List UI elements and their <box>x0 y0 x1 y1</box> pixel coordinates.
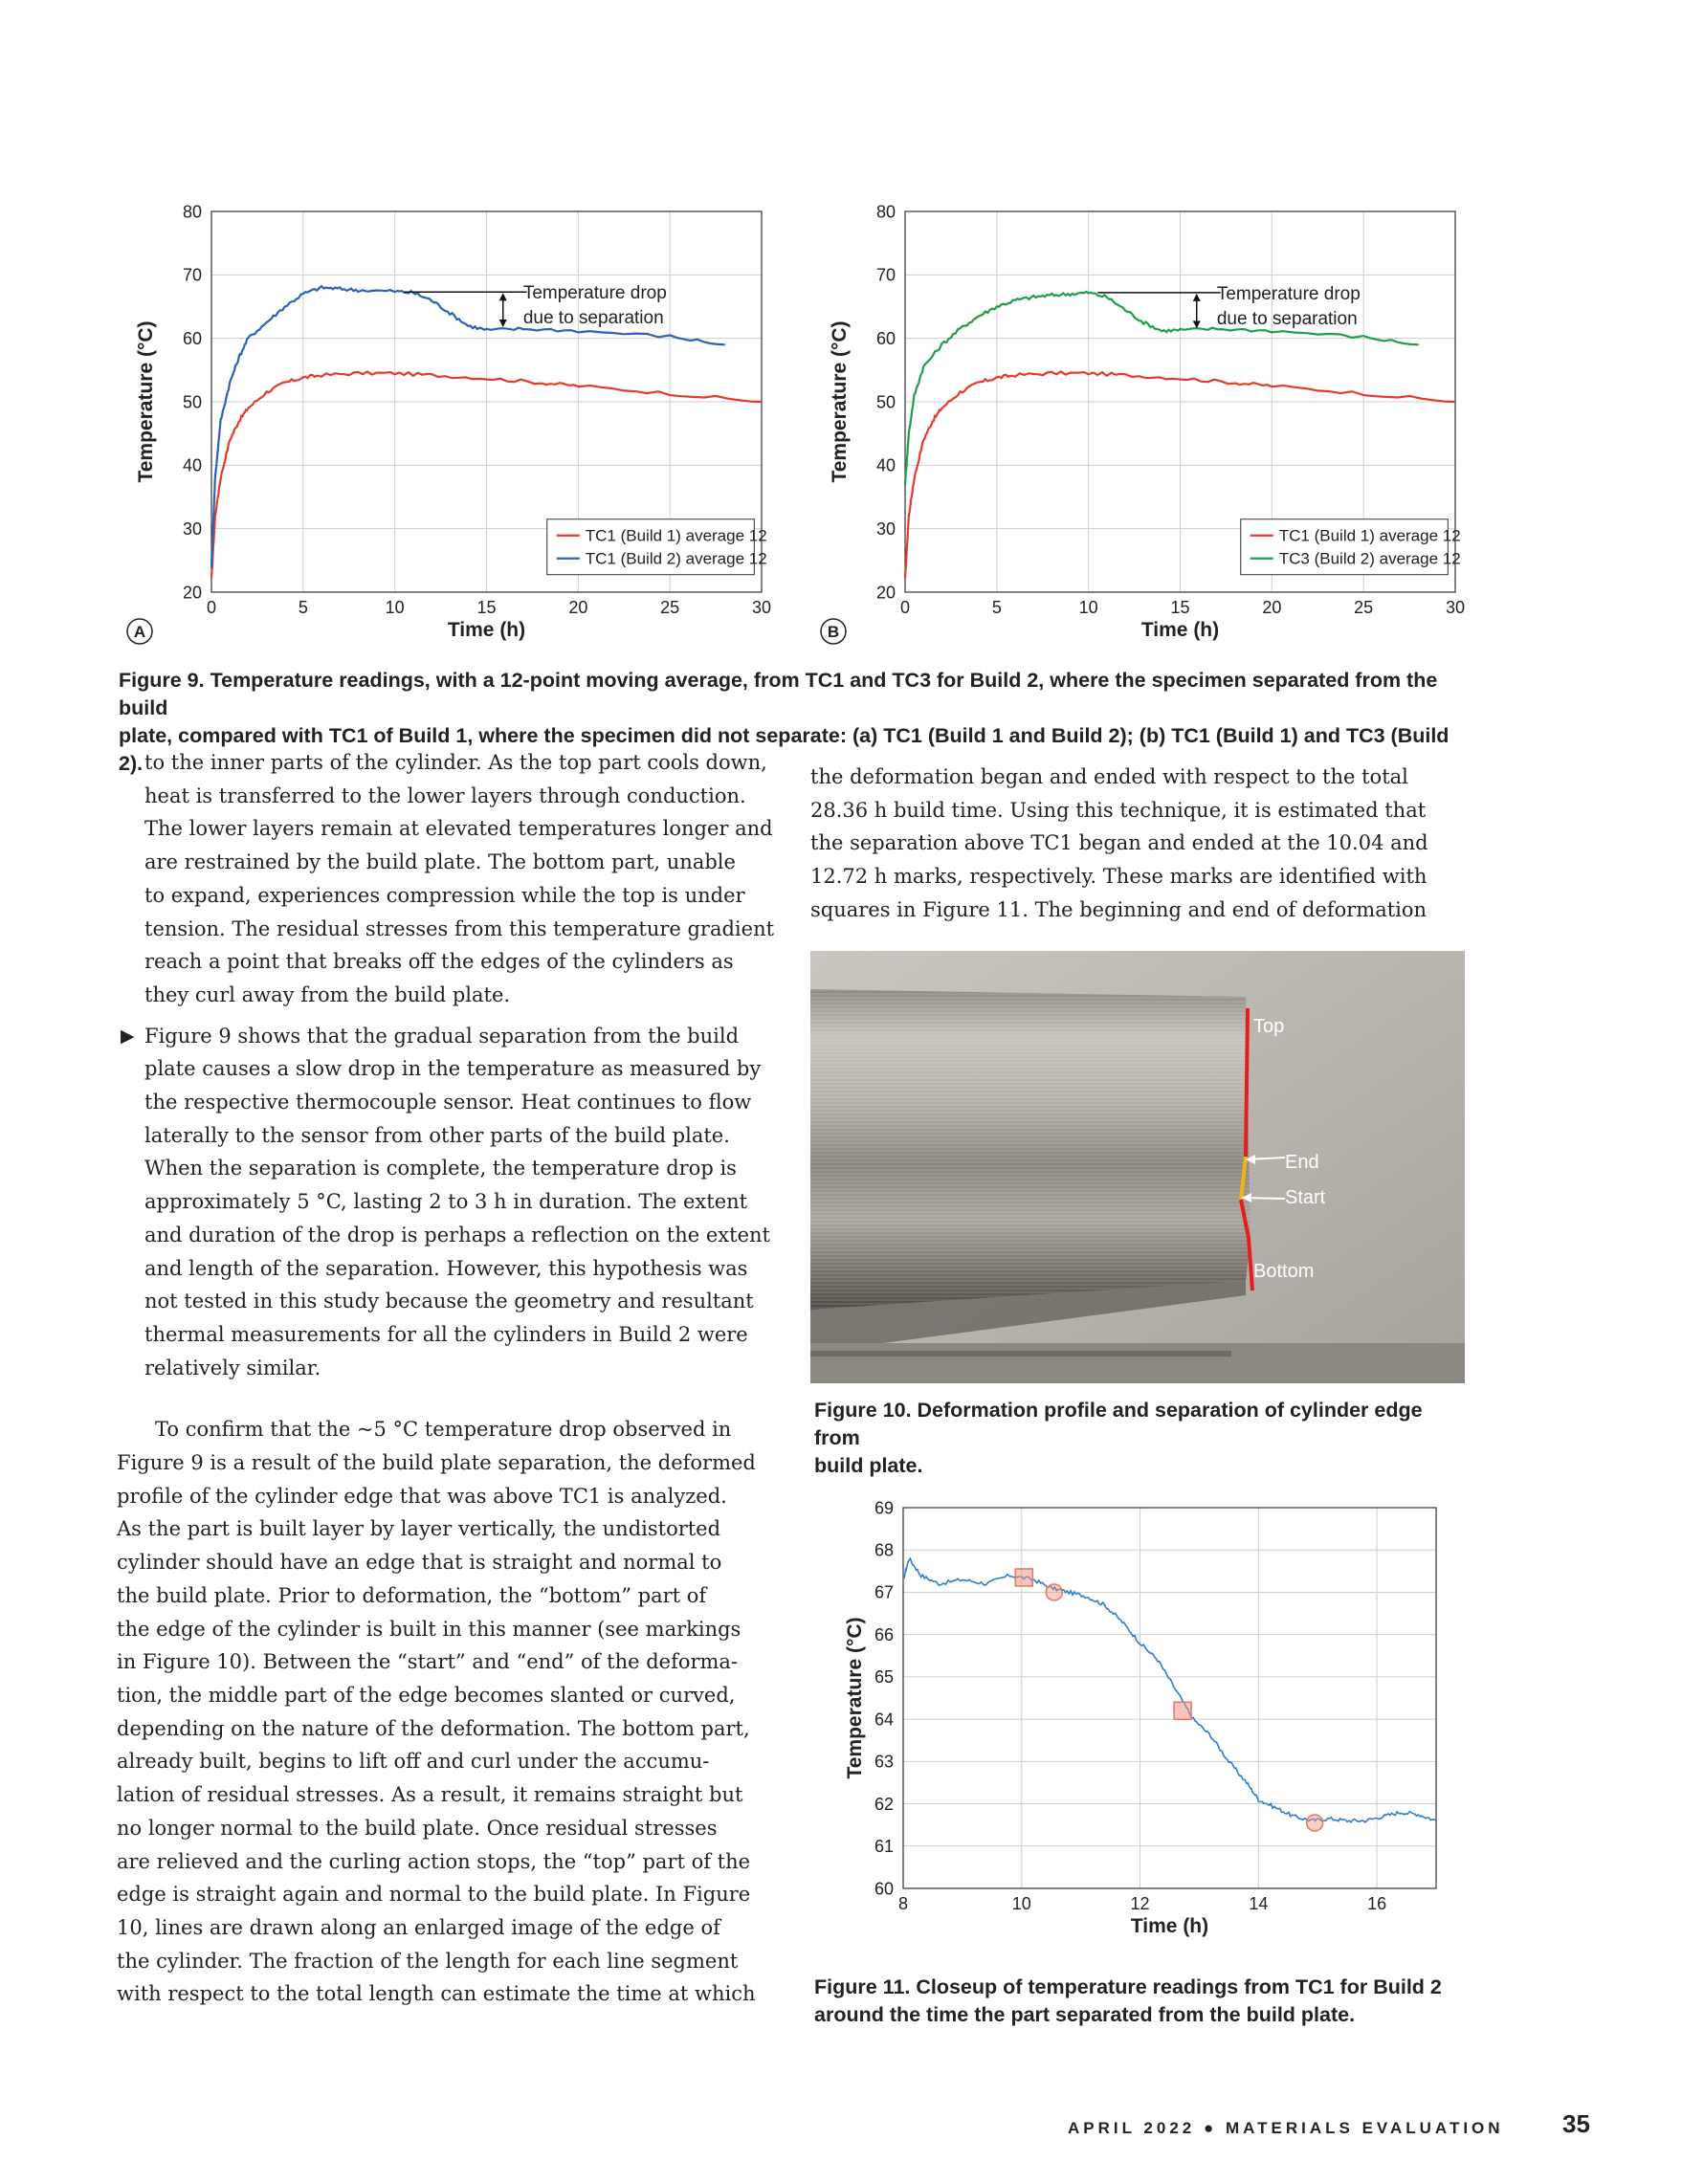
y-tick-label: 20 <box>182 583 202 603</box>
text-line: are restrained by the build plate. The bottom part, unable <box>144 850 736 874</box>
text-line: 28.36 h build time. Using this technique, it is estimated that <box>810 798 1427 822</box>
x-tick-label: 15 <box>476 598 497 617</box>
text-line: laterally to the sensor from other parts of the build plate. <box>144 1123 730 1147</box>
text-line: thermal measurements for all the cylinders in Build 2 were <box>144 1322 748 1346</box>
text-line: already built, begins to lift off and curl under the accumu- <box>117 1750 710 1774</box>
text-line: When the separation is complete, the temperature drop is <box>144 1157 737 1180</box>
label-end: End <box>1285 1152 1319 1173</box>
text-line: relatively similar. <box>144 1356 321 1379</box>
text-line: lation of residual stresses. As a result, it remains straight but <box>117 1783 743 1807</box>
text-line: The lower layers remain at elevated temperatures longer and <box>144 817 773 841</box>
y-tick-label: 40 <box>875 455 896 475</box>
text-line: plate causes a slow drop in the temperature as measured by <box>144 1057 762 1081</box>
text-line: and length of the separation. However, this hypothesis was <box>144 1256 748 1280</box>
text-line: squares in Figure 11. The beginning and end of deformation <box>810 897 1427 921</box>
x-tick-label: 12 <box>1130 1894 1150 1913</box>
x-tick-label: 5 <box>991 598 1002 617</box>
series-line <box>903 1558 1436 1822</box>
y-tick-label: 70 <box>875 265 896 285</box>
text-line: 10, lines are drawn along an enlarged image of the edge of <box>117 1915 720 1939</box>
y-tick-label: 50 <box>875 392 896 412</box>
y-tick-label: 50 <box>182 392 202 412</box>
y-axis-label: Temperature (°C) <box>135 320 157 483</box>
text-line: tion, the middle part of the edge becomes slanted or curved, <box>117 1683 736 1707</box>
right-column-text <box>810 761 1432 927</box>
annotation-text: due to separation <box>1216 308 1358 329</box>
x-tick-label: 25 <box>660 598 680 617</box>
text-line: with respect to the total length can estimate the time at which <box>117 1982 756 2006</box>
paragraph-2 <box>117 1020 777 1385</box>
x-tick-label: 10 <box>1078 598 1098 617</box>
text-line: edge is straight again and normal to the build plate. In Figure <box>117 1883 751 1907</box>
x-axis-label: Time (h) <box>447 619 526 641</box>
y-tick-label: 60 <box>874 1879 894 1899</box>
text-line: reach a point that breaks off the edges of the cylinders as <box>144 950 734 974</box>
x-tick-label: 8 <box>897 1894 909 1913</box>
y-tick-label: 60 <box>875 328 896 348</box>
text-line: the separation above TC1 began and ended at the 10.04 and <box>810 831 1428 855</box>
text-line: no longer normal to the build plate. Once residual stresses <box>117 1816 718 1840</box>
y-tick-label: 80 <box>875 202 896 222</box>
x-tick-label: 15 <box>1170 598 1190 617</box>
page-number: 35 <box>1562 2109 1590 2138</box>
paragraph-1 <box>117 746 777 1012</box>
annotation-text: Temperature drop <box>522 283 667 304</box>
x-tick-label: 16 <box>1367 1894 1387 1913</box>
text-line: to the inner parts of the cylinder. As the top part cools down, <box>144 751 767 774</box>
x-tick-label: 25 <box>1354 598 1374 617</box>
legend-label: TC3 (Build 2) average 12 <box>1278 549 1461 568</box>
y-tick-label: 65 <box>874 1667 894 1688</box>
x-tick-label: 20 <box>568 598 588 617</box>
x-tick-label: 10 <box>385 598 405 617</box>
running-head: APRIL 2022 ● MATERIALS EVALUATION <box>1068 2119 1504 2137</box>
text-line: the deformation began and ended with respect to the total <box>810 765 1408 788</box>
left-column <box>117 746 777 2011</box>
y-tick-label: 20 <box>875 583 896 603</box>
text-line: are relieved and the curling action stops, the “top” part of the <box>117 1849 751 1873</box>
text-line: depending on the nature of the deformation. The bottom part, <box>117 1716 750 1740</box>
text-line: heat is transferred to the lower layers through conduction. <box>144 783 746 807</box>
legend-label: TC1 (Build 1) average 12 <box>585 526 767 545</box>
figure10-caption-line2: build plate. <box>814 1454 923 1477</box>
label-bottom: Bottom <box>1253 1261 1315 1282</box>
text-line: and duration of the drop is perhaps a reflection on the extent <box>144 1223 770 1246</box>
figure10-photo <box>810 951 1465 1383</box>
y-tick-label: 30 <box>875 518 896 539</box>
legend-label: TC1 (Build 1) average 12 <box>1278 526 1461 545</box>
text-line: cylinder should have an edge that is straight and normal to <box>117 1551 722 1575</box>
marker-circle <box>1046 1584 1062 1600</box>
figure9-caption-line1: Figure 9. Temperature readings, with a 12-point moving average, from TC1 and TC3 for Build 2, where the specimen separated from the build <box>119 669 1438 719</box>
text-line: As the part is built layer by layer vertically, the undistorted <box>117 1517 721 1541</box>
marker-circle <box>1307 1815 1323 1831</box>
y-axis-label: Temperature (°C) <box>829 320 851 483</box>
x-tick-label: 5 <box>298 598 308 617</box>
paragraph-3 <box>117 1413 777 2011</box>
y-tick-label: 68 <box>874 1540 894 1560</box>
text-line: profile of the cylinder edge that was above TC1 is analyzed. <box>117 1484 727 1508</box>
figure9-caption-line2: plate, compared with TC1 of Build 1, where the specimen did not separate: (a) TC1 (Build 1 and Build 2); (b) TC1 (Build 1) and TC3 (Build 2). <box>119 724 1450 775</box>
y-tick-label: 63 <box>874 1752 894 1772</box>
legend-label: TC1 (Build 2) average 12 <box>585 549 767 568</box>
x-axis-label: Time (h) <box>1130 1915 1209 1937</box>
y-tick-label: 80 <box>182 202 202 222</box>
y-tick-label: 60 <box>182 328 202 348</box>
y-tick-label: 62 <box>874 1794 894 1814</box>
x-tick-label: 10 <box>1011 1894 1031 1913</box>
x-axis-label: Time (h) <box>1140 619 1220 641</box>
figure11-chart <box>830 1494 1462 1953</box>
x-tick-label: 0 <box>899 598 911 617</box>
label-start: Start <box>1285 1187 1326 1208</box>
text-line: approximately 5 °C, lasting 2 to 3 h in duration. The extent <box>144 1190 748 1214</box>
figure11-caption <box>814 1974 1465 2029</box>
arrow-up-icon <box>499 293 507 300</box>
marker-square <box>1174 1702 1191 1719</box>
text-line: To confirm that the ~5 °C temperature drop observed in <box>155 1418 732 1442</box>
x-tick-label: 30 <box>1445 598 1466 617</box>
annotation-text: Temperature drop <box>1216 283 1361 304</box>
arrow-down-icon <box>499 320 507 327</box>
label-top: Top <box>1253 1016 1285 1037</box>
text-line: the cylinder. The fraction of the length for each line segment <box>117 1949 739 1973</box>
figure11-caption-line2: around the time the part separated from the build plate. <box>814 2003 1356 2026</box>
text-line: to expand, experiences compression while the top is under <box>144 883 745 907</box>
text-line: the build plate. Prior to deformation, the “bottom” part of <box>117 1583 707 1607</box>
x-tick-label: 14 <box>1249 1894 1269 1913</box>
y-tick-label: 61 <box>874 1837 894 1857</box>
figure10-caption <box>814 1397 1465 1480</box>
arrow-up-icon <box>1193 294 1201 301</box>
text-line: not tested in this study because the geometry and resultant <box>144 1290 754 1313</box>
text-line: they curl away from the build plate. <box>144 982 511 1006</box>
y-tick-label: 70 <box>182 265 202 285</box>
x-tick-label: 30 <box>751 598 772 617</box>
x-tick-label: 0 <box>206 598 217 617</box>
text-line: 12.72 h marks, respectively. These marks are identified with <box>810 865 1427 889</box>
y-tick-label: 67 <box>874 1582 894 1602</box>
text-line: Figure 9 shows that the gradual separation from the build <box>144 1024 740 1048</box>
cylinder-edge-image <box>810 951 1465 1383</box>
figure10-caption-line1: Figure 10. Deformation profile and separation of cylinder edge from <box>814 1399 1423 1449</box>
y-axis-label: Temperature (°C) <box>844 1617 866 1779</box>
bullet-arrow-icon: ▶ <box>121 1025 135 1047</box>
y-tick-label: 64 <box>874 1710 894 1730</box>
marker-square <box>1015 1569 1032 1586</box>
panel-letter: A <box>133 623 146 641</box>
text-line: in Figure 10). Between the “start” and “end” of the deforma- <box>117 1650 739 1674</box>
plot-frame <box>903 1508 1436 1888</box>
y-tick-label: 66 <box>874 1624 894 1644</box>
y-tick-label: 30 <box>182 518 202 539</box>
figure9-chart-a <box>124 196 785 655</box>
text-line: the edge of the cylinder is built in this manner (see markings <box>117 1617 741 1641</box>
annotation-text: due to separation <box>522 308 664 329</box>
text-line: Figure 9 is a result of the build plate separation, the deformed <box>117 1451 756 1475</box>
x-tick-label: 20 <box>1262 598 1282 617</box>
figure9-chart-b <box>818 196 1478 655</box>
text-line: tension. The residual stresses from this temperature gradient <box>144 916 775 940</box>
text-line: the respective thermocouple sensor. Heat continues to flow <box>144 1091 752 1114</box>
figure11-caption-line1: Figure 11. Closeup of temperature readings from TC1 for Build 2 <box>814 1975 1442 1998</box>
y-tick-label: 69 <box>874 1498 894 1518</box>
y-tick-label: 40 <box>182 455 202 475</box>
panel-letter: B <box>827 623 840 641</box>
